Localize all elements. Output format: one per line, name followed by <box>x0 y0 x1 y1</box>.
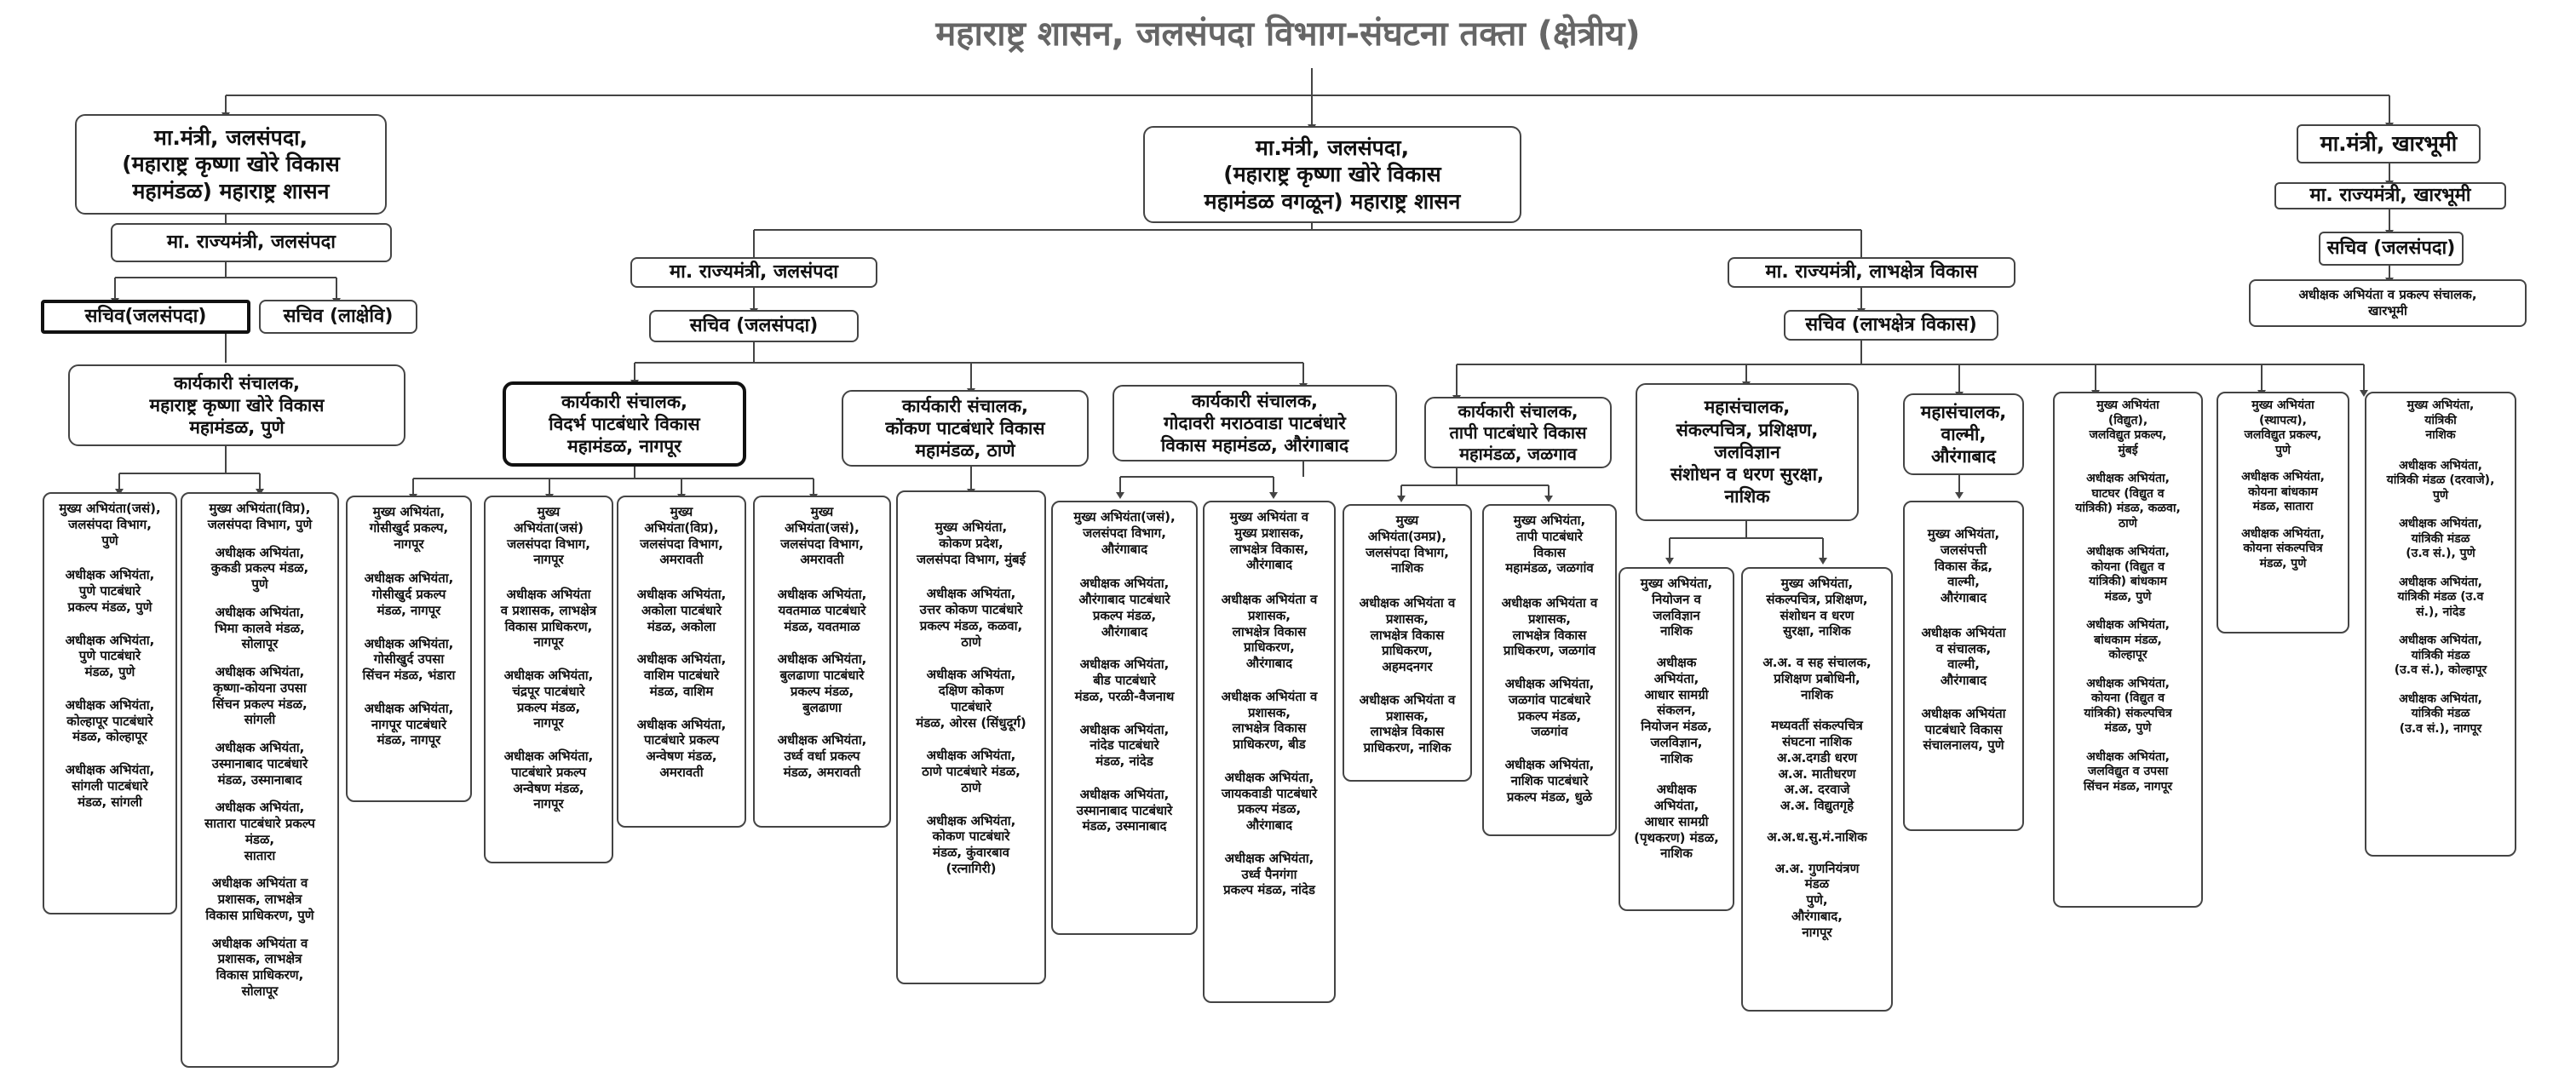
leaf-item: मध्यवर्ती संकल्पचित्र संघटना नाशिक अ.अ.दगडी धरण अ.अ. मातीधरण अ.अ. दरवाजे अ.अ. विद्युतगृहे <box>1771 718 1863 813</box>
leaf-head: मुख्य अभियंता, तापी पाटबंधारे विकास महामंडळ, जळगांव <box>1505 513 1594 576</box>
leaf-item: अधीक्षक अभियंता, ठाणे पाटबंधारे मंडळ, ठाणे <box>922 748 1021 795</box>
executive-director-vidarbha: कार्यकारी संचालक, विदर्भ पाटबंधारे विकास महामंडळ, नागपूर <box>503 381 746 467</box>
leaf-item: अधीक्षक अभियंता, कोल्हापूर पाटबंधारे मंडळ, कोल्हापूर <box>65 697 155 745</box>
leaf-item: अधीक्षक अभियंता, बीड पाटबंधारे मंडळ, परळी-वैजनाथ <box>1074 656 1175 704</box>
state-minister-water-resources-left: मा. राज्यमंत्री, जलसंपदा <box>111 223 392 262</box>
leaf-item: अधीक्षक अभियंता, वाशिम पाटबंधारे मंडळ, वाशिम <box>636 651 727 699</box>
leaf-item: अधीक्षक अभियंता, औरंगाबाद पाटबंधारे प्रकल्प मंडळ, औरंगाबाद <box>1078 576 1170 639</box>
leaf-item: अधीक्षक अभियंता, यांत्रिकी मंडळ (दरवाजे), पुणे <box>2386 458 2495 502</box>
state-minister-khar-land: मा. राज्यमंत्री, खारभूमी <box>2274 182 2506 209</box>
leaf-item: अधीक्षक अभियंता व प्रशासक, लाभक्षेत्र विकास प्राधिकरण, नागपूर <box>500 587 597 651</box>
leaf-item: अधीक्षक अभियंता, सातारा पाटबंधारे प्रकल्प मंडळ, सातारा <box>204 800 315 863</box>
leaf-item: अधीक्षक अभियंता, यांत्रिकी मंडळ (उ.व सं.), कोल्हापूर <box>2394 633 2487 677</box>
leaf-head: मुख्य अभियंता(विप्र), जलसंपदा विभाग, पुणे <box>207 501 313 532</box>
leaf-item: अधीक्षक अभियंता व प्रशासक, लाभक्षेत्र विकास प्राधिकरण, औरंगाबाद <box>1221 592 1318 671</box>
leaf-item: अधीक्षक अभियंता, सांगली पाटबंधारे मंडळ, सांगली <box>65 762 155 810</box>
leaf-item: अधीक्षक अभियंता व प्रशासक, लाभक्षेत्र विकास प्राधिकरण, नाशिक <box>1359 691 1456 755</box>
executive-director-konkan: कार्यकारी संचालक, कोंकण पाटबंधारे विकास महामंडळ, ठाणे <box>842 390 1089 467</box>
ce-electric-hydro <box>2053 392 2203 908</box>
leaf-item: अधीक्षक अभियंता व प्रशासक, लाभक्षेत्र विकास प्राधिकरण, जळगांव <box>1501 595 1598 659</box>
leaf-ce-walmi <box>1903 501 2024 831</box>
leaf-item: अधीक्षक अभियंता पाटबंधारे विकास संचालनालय, पुणे <box>1921 705 2006 754</box>
leaf-item: अधीक्षक अभियंता, कृष्णा-कोयना उपसा सिंचन प्रकल्प मंडळ, सांगली <box>212 664 308 728</box>
leaf-ce-wr-nagpur <box>484 496 613 863</box>
leaf-item: अ.अ.ध.सु.मं.नाशिक <box>1767 828 1867 845</box>
leaf-ce-irrigation-amravati <box>617 496 746 828</box>
leaf-ce-konkan <box>896 490 1046 984</box>
secretary-water-resources-left: सचिव(जलसंपदा) <box>41 300 250 334</box>
leaf-item: अधीक्षक अभियंता, गोसीखुर्द प्रकल्प मंडळ, नागपूर <box>364 570 454 618</box>
leaf-item: अधीक्षक अभियंता, आधार सामग्री संकलन, नियोजन मंडळ, जलविज्ञान, नाशिक <box>1641 655 1712 766</box>
leaf-item: अधीक्षक अभियंता, नाशिक पाटबंधारे प्रकल्प मंडळ, धुळे <box>1504 757 1595 805</box>
executive-director-godavari: कार्यकारी संचालक, गोदावरी मराठवाडा पाटबंधारे विकास महामंडळ, औरंगाबाद <box>1113 385 1397 461</box>
leaf-head: मुख्य अभियंता(जसं), जलसंपदा विभाग, औरंगाबाद <box>1073 509 1176 557</box>
leaf-item: अधीक्षक अभियंता, कोयना (विद्युत व यांत्रिकी) बांधकाम मंडळ, पुणे <box>2086 545 2170 604</box>
leaf-item: अधीक्षक अभियंता, उस्मानाबाद पाटबंधारे मंडळ, उस्मानाबाद <box>1076 786 1173 834</box>
leaf-ce-wr-pune <box>43 492 177 914</box>
leaf-item: अधीक्षक अभियंता, नागपूर पाटबंधारे मंडळ, नागपूर <box>364 700 454 748</box>
minister-water-resources-center: मा.मंत्री, जलसंपदा, (महाराष्ट्र कृष्णा खोरे विकास महामंडळ वगळून) महाराष्ट्र शासन <box>1143 126 1521 223</box>
leaf-item: अधीक्षक अभियंता, उस्मानाबाद पाटबंधारे मंडळ, उस्मानाबाद <box>211 740 308 788</box>
secretary-water-resources-right: सचिव (जलसंपदा) <box>2319 232 2464 266</box>
minister-khar-land: मा.मंत्री, खारभूमी <box>2297 124 2481 163</box>
leaf-head: मुख्य अभियंता(विप्र), जलसंपदा विभाग, अमरावती <box>640 504 723 568</box>
leaf-item: अधीक्षक अभियंता, यांत्रिकी मंडळ (उ.व सं.), पुणे <box>2399 517 2482 560</box>
leaf-item: अधीक्षक अभियंता, चंद्रपूर पाटबंधारे प्रकल्प मंडळ, नागपूर <box>503 668 594 731</box>
page-title: महाराष्ट्र शासन, जलसंपदा विभाग-संघटना तक्ता (क्षेत्रीय) <box>935 14 1641 54</box>
leaf-head: मुख्य अभियंता, नियोजन व जलविज्ञान नाशिक <box>1640 576 1713 639</box>
leaf-ce-wr-aurangabad <box>1051 501 1198 935</box>
leaf-head: मुख्य अभियंता, संकल्पचित्र, प्रशिक्षण, संशोधन व धरण सुरक्षा, नाशिक <box>1766 576 1868 639</box>
state-minister-cad: मा. राज्यमंत्री, लाभक्षेत्र विकास <box>1728 257 2015 288</box>
leaf-item: अधीक्षक अभियंता, पुणे पाटबंधारे प्रकल्प मंडळ, पुणे <box>65 567 155 615</box>
leaf-item: अधीक्षक अभियंता, दक्षिण कोकण पाटबंधारे मंडळ, ओरस (सिंधुदूर्ग) <box>916 667 1026 731</box>
leaf-ce-planning-hydrology <box>1619 567 1734 911</box>
leaf-item: अ.अ. गुणनियंत्रण मंडळ पुणे, औरंगाबाद, नागपूर <box>1774 860 1860 940</box>
leaf-item: अधीक्षक अभियंता व प्रशासक, लाभक्षेत्र विकास प्राधिकरण, बीड <box>1221 688 1318 752</box>
leaf-item: अधीक्षक अभियंता, यवतमाळ पाटबंधारे मंडळ, यवतमाळ <box>777 587 867 634</box>
leaf-item: अधीक्षक अभियंता, कोयना (विद्युत व यांत्रिकी) संकल्पचित्र मंडळ, पुणे <box>2084 676 2172 735</box>
leaf-head: मुख्य अभियंता (विद्युत), जलविद्युत प्रकल्प, मुंबई <box>2089 398 2167 457</box>
director-general-metri: महासंचालक, संकल्पचित्र, प्रशिक्षण, जलविज्ञान संशोधन व धरण सुरक्षा, नाशिक <box>1636 383 1859 521</box>
leaf-item: अधीक्षक अभियंता व संचालक, वाल्मी, औरंगाबाद <box>1921 624 2006 688</box>
leaf-ce-nashik <box>1343 504 1472 782</box>
leaf-ce-irrigation-pune <box>181 492 339 1068</box>
leaf-item: अधीक्षक अभियंता, गोसीखुर्द उपसा सिंचन मंडळ, भंडारा <box>362 635 456 683</box>
leaf-ce-gosikhurd <box>346 496 472 802</box>
ce-mechanical <box>2365 392 2516 857</box>
leaf-ce-cad-aurangabad <box>1203 501 1336 1003</box>
leaf-item: अधीक्षक अभियंता, बुलढाणा पाटबंधारे प्रकल्प मंडळ, बुलढाणा <box>777 651 867 715</box>
leaf-ce-tapi <box>1482 504 1617 836</box>
leaf-item: अधीक्षक अभियंता, उर्ध्व वर्धा प्रकल्प मंडळ, अमरावती <box>777 732 867 780</box>
leaf-item: अधीक्षक अभियंता, बांधकाम मंडळ, कोल्हापूर <box>2086 618 2170 662</box>
leaf-item: अधीक्षक अभियंता, पाटबंधारे प्रकल्प अन्वेषण मंडळ, नागपूर <box>503 748 594 812</box>
leaf-head: मुख्य अभियंता(जसं), जलसंपदा विभाग, पुणे <box>59 501 161 548</box>
se-project-director-khar-land: अधीक्षक अभियंता व प्रकल्प संचालक, खारभूमी <box>2249 279 2527 327</box>
leaf-item: अधीक्षक अभियंता, जलविद्युत व उपसा सिंचन मंडळ, नागपूर <box>2083 749 2173 794</box>
leaf-item: अधीक्षक अभियंता, जायकवाडी पाटबंधारे प्रकल्प मंडळ, औरंगाबाद <box>1221 769 1318 833</box>
leaf-head: मुख्य अभियंता, जलसंपत्ती विकास केंद्र, वाल्मी, औरंगाबाद <box>1927 526 2000 605</box>
leaf-head: मुख्य अभियंता(जसं), जलसंपदा विभाग, अमरावती <box>780 504 864 568</box>
leaf-item: अधीक्षक अभियंता, कोयना बांधकाम मंडळ, सातारा <box>2241 470 2325 513</box>
secretary-cad-left: सचिव (लाक्षेवि) <box>259 300 417 334</box>
leaf-item: अधीक्षक अभियंता, यांत्रिकी मंडळ (उ.व सं.), नागपूर <box>2399 691 2482 736</box>
leaf-item: अधीक्षक अभियंता व प्रशासक, लाभक्षेत्र विकास प्राधिकरण, अहमदनगर <box>1359 595 1456 674</box>
leaf-item: अधीक्षक अभियंता, पाटबंधारे प्रकल्प अन्वेषण मंडळ, अमरावती <box>636 716 727 780</box>
leaf-item: अधीक्षक अभियंता, उर्ध्व पैनगंगा प्रकल्प मंडळ, नांदेड <box>1223 850 1315 898</box>
leaf-item: अधीक्षक अभियंता, कुकडी प्रकल्प मंडळ, पुणे <box>210 544 309 592</box>
leaf-item: अधीक्षक अभियंता, भिमा कालवे मंडळ, सोलापूर <box>215 604 305 652</box>
leaf-head: मुख्य अभियंता(जसं) जलसंपदा विभाग, नागपूर <box>507 504 590 568</box>
leaf-item: अधीक्षक अभियंता, कोकण पाटबंधारे मंडळ, कुंवारबाव (रत्नागिरी) <box>926 812 1016 876</box>
leaf-item: अधीक्षक अभियंता, अकोला पाटबंधारे मंडळ, अकोला <box>636 587 727 634</box>
director-general-walmi: महासंचालक, वाल्मी, औरंगाबाद <box>1903 393 2024 475</box>
leaf-head: मुख्य अभियंता, कोकण प्रदेश, जलसंपदा विभाग, मुंबई <box>917 519 1026 567</box>
leaf-item: अधीक्षक अभियंता, आधार सामग्री (पृथकरण) मंडळ, नाशिक <box>1634 782 1719 862</box>
leaf-ce-wr-amravati <box>753 496 891 828</box>
secretary-cad-center: सचिव (लाभक्षेत्र विकास) <box>1784 310 1998 341</box>
leaf-head: मुख्य अभियंता, गोसीखुर्द प्रकल्प, नागपूर <box>369 504 449 552</box>
leaf-head: मुख्य अभियंता(उमप्र), जलसंपदा विभाग, नाशिक <box>1366 513 1449 576</box>
leaf-head: मुख्य अभियंता, यांत्रिकी नाशिक <box>2406 398 2475 442</box>
leaf-item: अधीक्षक अभियंता, यांत्रिकी मंडळ (उ.व सं.), नांदेड <box>2397 575 2484 619</box>
state-minister-water-resources-center: मा. राज्यमंत्री, जलसंपदा <box>630 257 877 288</box>
leaf-item: अधीक्षक अभियंता, नांदेड पाटबंधारे मंडळ, नांदेड <box>1079 721 1170 769</box>
leaf-item: अधीक्षक अभियंता, उत्तर कोकण पाटबंधारे प्रकल्प मंडळ, कळवा, ठाणे <box>919 586 1023 650</box>
leaf-item: अधीक्षक अभियंता, जळगांव पाटबंधारे प्रकल्प मंडळ, जळगांव <box>1504 676 1595 740</box>
leaf-item: अ.अ. व सह संचालक, प्रशिक्षण प्रबोधिनी, नाशिक <box>1762 655 1872 702</box>
leaf-item: अधीक्षक अभियंता व प्रशासक, लाभक्षेत्र विकास प्राधिकरण, पुणे <box>205 875 314 923</box>
leaf-ce-design-training <box>1741 567 1893 1012</box>
executive-director-krishna: कार्यकारी संचालक, महाराष्ट्र कृष्णा खोरे विकास महामंडळ, पुणे <box>68 364 405 446</box>
ce-civil-hydro <box>2217 392 2349 633</box>
leaf-item: अधीक्षक अभियंता, पुणे पाटबंधारे मंडळ, पुणे <box>65 632 155 679</box>
leaf-item: अधीक्षक अभियंता, कोयना संकल्पचित्र मंडळ, पुणे <box>2241 526 2325 570</box>
leaf-head: मुख्य अभियंता (स्थापत्य), जलविद्युत प्रकल्प, पुणे <box>2244 398 2322 457</box>
leaf-item: अधीक्षक अभियंता व प्रशासक, लाभक्षेत्र विकास प्राधिकरण, सोलापूर <box>211 935 308 999</box>
minister-water-resources-krishna: मा.मंत्री, जलसंपदा, (महाराष्ट्र कृष्णा खोरे विकास महामंडळ) महाराष्ट्र शासन <box>75 114 387 215</box>
leaf-head: मुख्य अभियंता व मुख्य प्रशासक, लाभक्षेत्र विकास, औरंगाबाद <box>1229 509 1309 573</box>
executive-director-tapi: कार्यकारी संचालक, तापी पाटबंधारे विकास महामंडळ, जळगाव <box>1424 397 1612 468</box>
leaf-item: अधीक्षक अभियंता, घाटघर (विद्युत व यांत्रिकी) मंडळ, कळवा, ठाणे <box>2075 472 2181 530</box>
secretary-water-resources-center: सचिव (जलसंपदा) <box>649 310 859 342</box>
